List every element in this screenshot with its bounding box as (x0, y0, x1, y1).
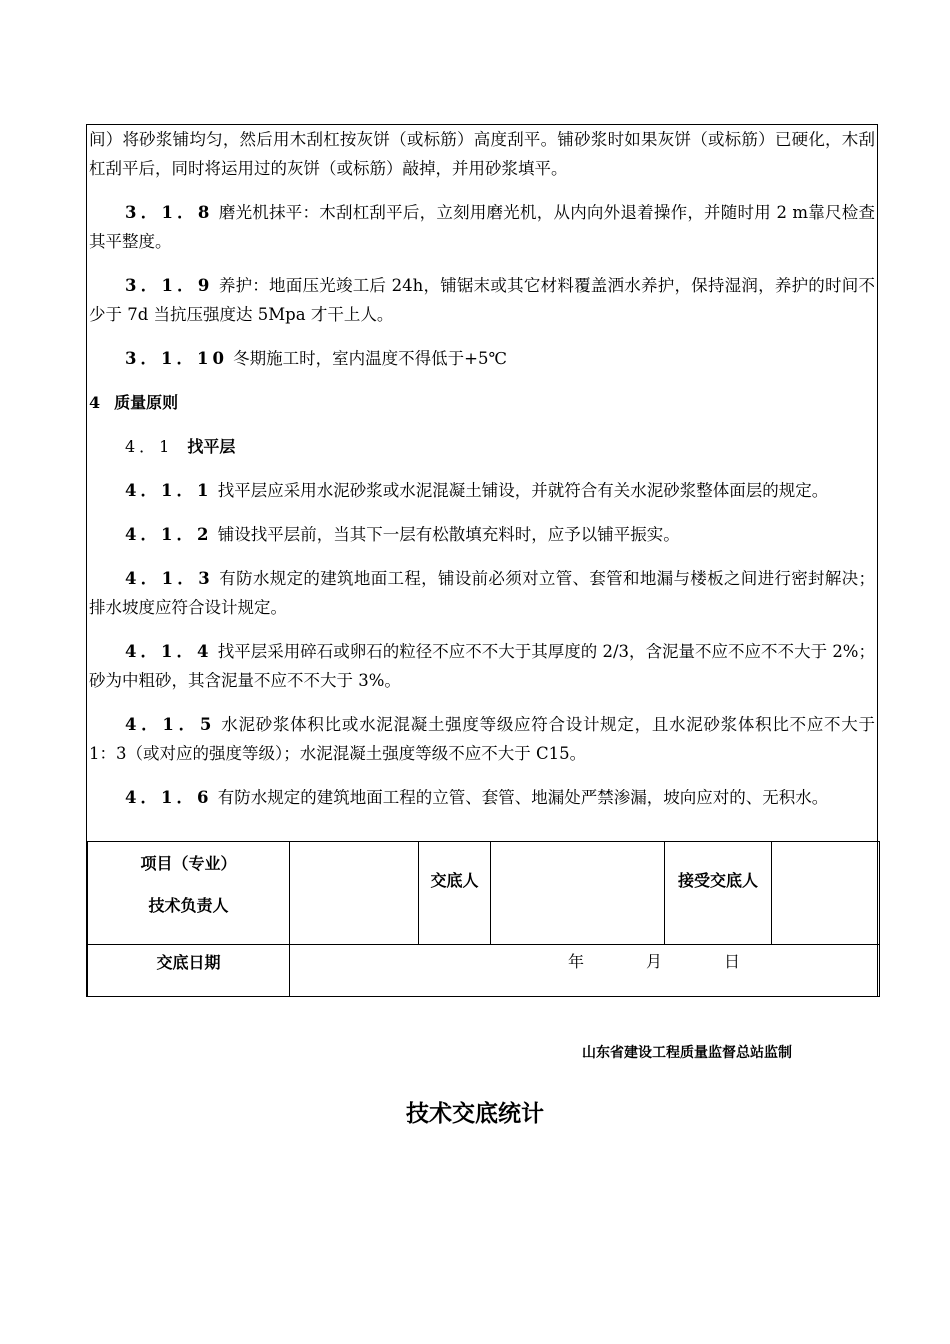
clause-text: 有防水规定的建筑地面工程的立管、套管、地漏处严禁渗漏，坡向应对的、无积水。 (212, 788, 829, 807)
receiver-signature-cell[interactable] (772, 842, 880, 945)
receiver-label-cell (665, 842, 772, 945)
signature-table (87, 841, 880, 997)
clause-number: 4．1．6 (125, 788, 213, 807)
receiver-label: 接受交底人 (677, 871, 758, 890)
clause-text: 磨光机抹平：木刮杠刮平后，立刻用磨光机，从内向外退着操作，并随时用 2 m靠尺检查其平整度。 (89, 203, 875, 251)
clause-4-1-5 (89, 710, 875, 768)
clause-text: 水泥砂浆体积比或水泥混凝土强度等级应符合设计规定，且水泥砂浆体积比不应不大于 1：3（或对应的强度等级）；水泥混凝土强度等级不应不大于 C15。 (89, 715, 875, 763)
paragraph-3-1-8 (89, 198, 875, 256)
section-number: 4 (89, 393, 101, 412)
clause-4-1-4 (89, 637, 875, 695)
paragraph-3-1-9 (89, 271, 875, 329)
clause-number: 3．1．9 (125, 276, 214, 295)
clause-text: 冬期施工时，室内温度不得低于+5℃ (227, 349, 507, 368)
tech-lead-label: 技术负责人 (148, 896, 229, 915)
clause-text: 找平层应采用水泥砂浆或水泥混凝土铺设，并就符合有关水泥砂浆整体面层的规定。 (212, 481, 829, 500)
clause-number: 4．1．4 (125, 642, 213, 661)
clause-text: 有防水规定的建筑地面工程，铺设前必须对立管、套管和地漏与楼板之间进行密封解决；排水坡度应符合设计规定。 (89, 569, 875, 617)
clause-4-1-1 (89, 476, 875, 505)
clause-number: 4．1．5 (125, 715, 216, 734)
tech-lead-signature-cell[interactable] (290, 842, 419, 945)
clause-4-1-6 (89, 783, 875, 812)
document-body (87, 125, 877, 841)
month-label: 月 (646, 952, 663, 971)
clause-4-1-2 (89, 520, 875, 549)
date-row (88, 945, 880, 997)
document-frame (86, 124, 878, 997)
page-title: 技术交底统计 (406, 1101, 544, 1127)
section-title: 质量原则 (114, 393, 179, 412)
year-label: 年 (568, 952, 585, 971)
subsection-heading (125, 432, 875, 461)
day-label: 日 (724, 952, 741, 971)
discloser-signature-cell[interactable] (491, 842, 665, 945)
project-tech-lead-label-cell (88, 842, 290, 945)
clause-number: 4．1．3 (125, 569, 214, 588)
clause-text: 铺设找平层前，当其下一层有松散填充料时，应予以铺平振实。 (212, 525, 680, 544)
subsection-title: 找平层 (187, 437, 236, 456)
subsection-number: 4．1 (125, 437, 174, 456)
clause-number: 4．1．1 (125, 481, 213, 500)
discloser-label-cell (419, 842, 491, 945)
clause-text: 养护：地面压光竣工后 24h，铺锯末或其它材料覆盖洒水养护，保持湿润，养护的时间不少于 7d 当抗压强度达 5Mpa 才干上人。 (89, 276, 875, 324)
clause-4-1-3 (89, 564, 875, 622)
date-value-cell[interactable] (290, 945, 880, 997)
clause-number: 3．1．10 (125, 349, 228, 368)
clause-number: 3．1．8 (125, 203, 214, 222)
project-label: 项目（专业） (140, 854, 237, 873)
section-heading (89, 388, 875, 417)
paragraph-continued: 间）将砂浆铺均匀，然后用木刮杠按灰饼（或标筋）高度刮平。铺砂浆时如果灰饼（或标筋）已硬化，木刮杠刮平后，同时将运用过的灰饼（或标筋）敲掉，并用砂浆填平。 (89, 130, 875, 178)
clause-number: 4．1．2 (125, 525, 213, 544)
issuer-note: 山东省建设工程质量监督总站监制 (582, 1045, 792, 1061)
clause-text: 找平层采用碎石或卵石的粒径不应不不大于其厚度的 2/3，含泥量不应不应不不大于 2%；砂为中粗砂，其含泥量不应不不大于 3%。 (89, 642, 875, 690)
date-label-cell (88, 945, 290, 997)
paragraph-3-1-10 (89, 344, 875, 373)
date-label: 交底日期 (156, 953, 221, 972)
discloser-label: 交底人 (430, 871, 479, 890)
signature-row (88, 842, 880, 945)
